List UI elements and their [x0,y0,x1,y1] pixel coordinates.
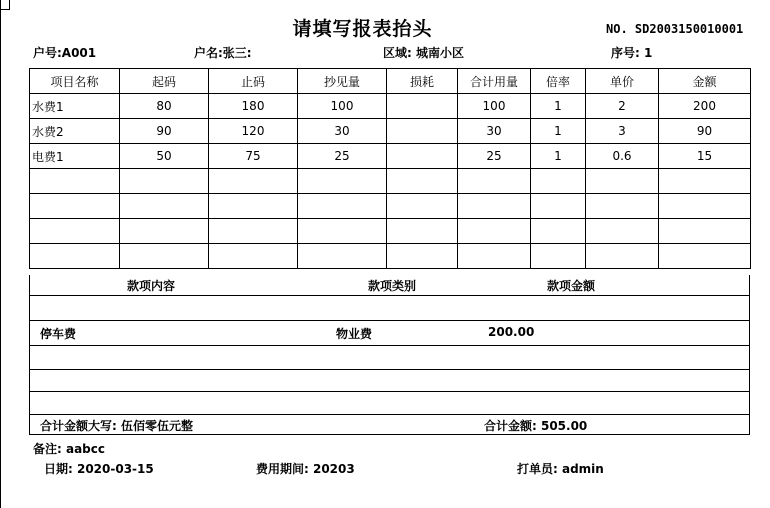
table-cell: 90 [659,119,751,144]
table-cell [209,244,298,269]
table-cell [30,244,120,269]
charge-amount-header: 款项金额 [547,279,596,293]
column-header: 单价 [586,69,659,94]
column-header: 起码 [120,69,209,94]
table-cell: 2 [586,94,659,119]
table-cell: 水费1 [30,94,120,119]
corner-marker [0,0,10,10]
table-cell: 3 [586,119,659,144]
charge-amount-value: 200.00 [488,325,535,339]
window-left-border [0,0,1,508]
table-cell [586,169,659,194]
column-header: 合计用量 [458,69,531,94]
table-cell [120,244,209,269]
table-cell: 15 [659,144,751,169]
table-cell: 电费1 [30,144,120,169]
column-header: 倍率 [531,69,586,94]
table-cell: 100 [458,94,531,119]
table-cell: 120 [209,119,298,144]
print-date: 日期: 2020-03-15 [44,462,154,476]
table-cell [586,194,659,219]
printed-by: 打单员: admin [517,462,604,476]
column-header: 止码 [209,69,298,94]
table-cell [387,169,458,194]
table-row [30,219,751,244]
table-cell: 75 [209,144,298,169]
table-cell [298,194,387,219]
table-cell [209,194,298,219]
total-amount: 合计金额: 505.00 [484,419,588,433]
charge-type-header: 款项类别 [368,279,417,293]
table-cell: 1 [531,119,586,144]
column-header: 抄见量 [298,69,387,94]
fee-period: 费用期间: 20203 [256,462,355,476]
report-title: 请填写报表抬头 [292,18,433,40]
table-cell [209,169,298,194]
table-cell [659,194,751,219]
charge-content-header: 款项内容 [127,279,176,293]
table-cell [387,219,458,244]
area: 区域: 城南小区 [383,46,464,60]
table-cell [120,219,209,244]
total-in-words: 合计金额大写: 伍佰零伍元整 [40,419,193,433]
table-cell [387,244,458,269]
column-header: 金额 [659,69,751,94]
meter-table [29,68,751,269]
table-cell [531,169,586,194]
sequence-number: 序号: 1 [611,46,653,60]
charge-type-value: 物业费 [336,327,373,341]
table-header-row [30,69,751,94]
table-cell [120,169,209,194]
table-cell [458,244,531,269]
column-header: 项目名称 [30,69,120,94]
table-cell [531,194,586,219]
table-cell [586,219,659,244]
table-cell [458,194,531,219]
table-cell [659,219,751,244]
account-number: 户号:A001 [33,46,97,60]
table-row [30,244,751,269]
table-cell [387,144,458,169]
table-cell: 0.6 [586,144,659,169]
table-cell: 30 [458,119,531,144]
table-cell: 200 [659,94,751,119]
table-cell [30,169,120,194]
table-cell: 100 [298,94,387,119]
table-cell [659,244,751,269]
table-cell [30,219,120,244]
table-cell [298,244,387,269]
table-row [30,194,751,219]
table-cell [298,219,387,244]
table-cell [531,244,586,269]
table-cell: 180 [209,94,298,119]
table-cell [298,169,387,194]
table-cell [387,94,458,119]
remark: 备注: aabcc [33,442,105,456]
table-row [30,119,751,144]
table-cell: 80 [120,94,209,119]
table-cell: 90 [120,119,209,144]
table-cell [458,219,531,244]
table-cell [120,194,209,219]
table-cell: 水费2 [30,119,120,144]
table-cell [387,119,458,144]
table-cell [387,194,458,219]
table-row [30,94,751,119]
charges-section [29,275,750,435]
table-cell: 25 [458,144,531,169]
table-cell [531,219,586,244]
table-row [30,144,751,169]
charge-content-value: 停车费 [40,327,77,341]
table-cell: 25 [298,144,387,169]
table-cell: 30 [298,119,387,144]
document-number: NO. SD2003150010001 [606,22,744,36]
table-cell [30,194,120,219]
table-cell: 1 [531,94,586,119]
table-cell [659,169,751,194]
table-cell: 1 [531,144,586,169]
table-cell [458,169,531,194]
table-cell: 50 [120,144,209,169]
account-name: 户名:张三: [194,46,252,60]
table-row [30,169,751,194]
column-header: 损耗 [387,69,458,94]
table-cell [586,244,659,269]
table-cell [209,219,298,244]
